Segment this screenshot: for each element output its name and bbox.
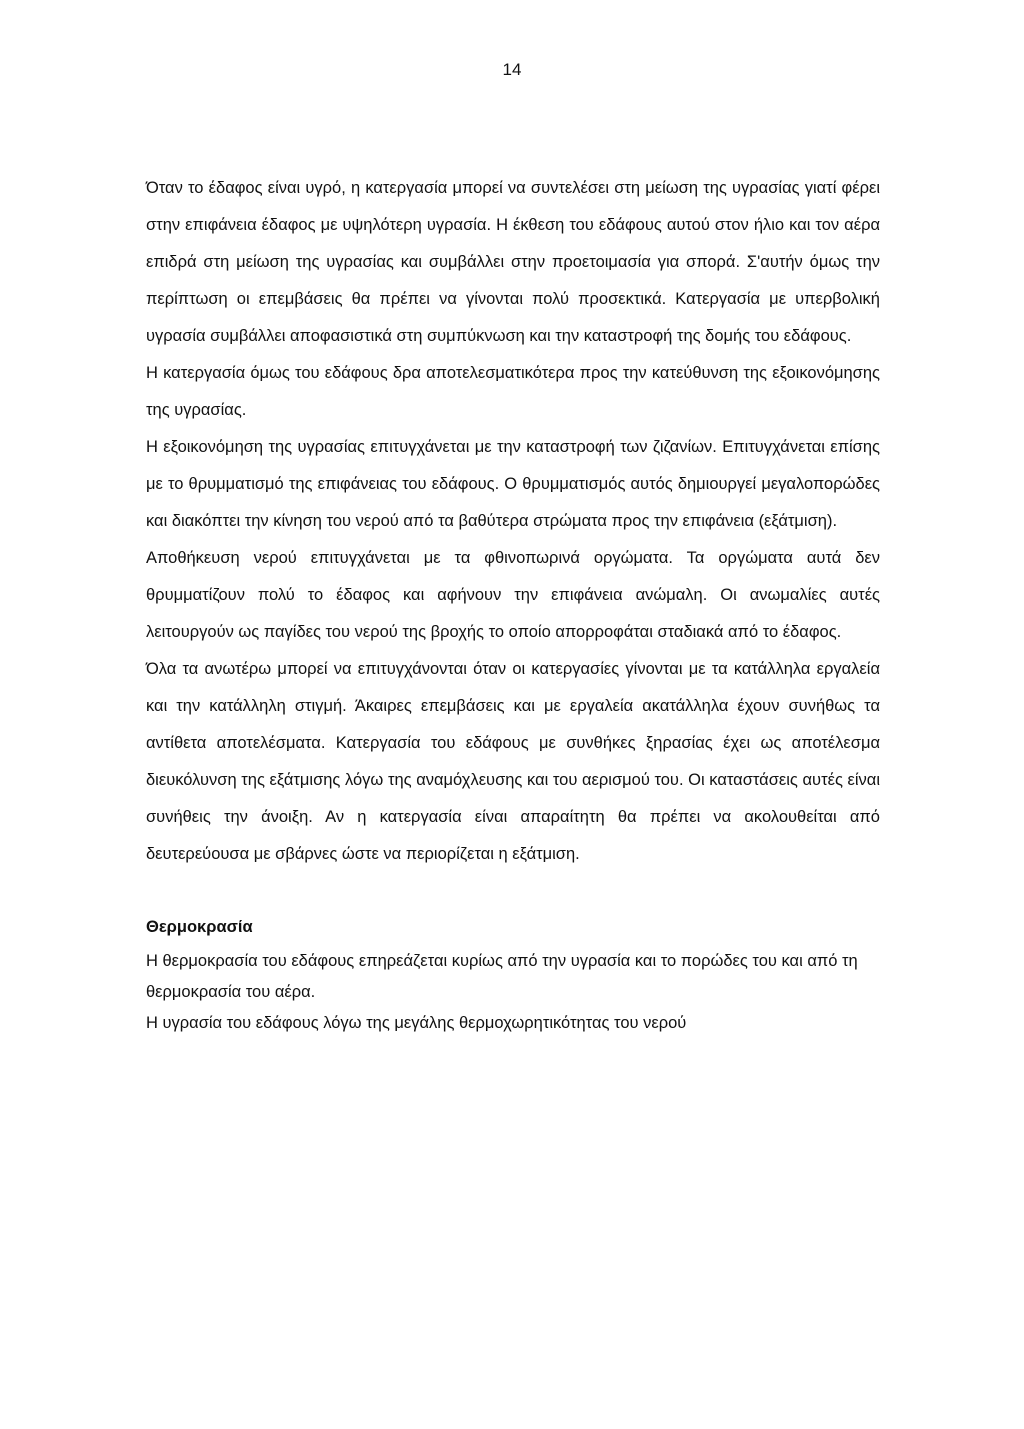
page-body: [146, 170, 880, 1039]
paragraph-soil-moisture-tillage: Όταν το έδαφος είναι υγρό, η κατεργασία μπορεί να συντελέσει στη μείωση της υγρασίας γιατί φέρει στην επιφάνεια έδαφος με υψηλότερη υγρασία. Η έκθεση του εδάφους αυτού στον ήλιο και τον αέρα επιδρά στη μείωση της υγρασίας και συμβάλλει στην προετοιμασία για σπορά. Σ'αυτήν όμως την περίπτωση οι επεμβάσεις θα πρέπει να γίνονται πολύ προσεκτικά. Κατεργασία με υπερβολική υγρασία συμβάλλει αποφασιστικά στη συμπύκνωση και την καταστροφή της δομής του εδάφους.: [146, 179, 880, 345]
paragraph-weed-control: Η εξοικονόμηση της υγρασίας επιτυγχάνεται με την καταστροφή των ζιζανίων. Επιτυγχάνεται επίσης με το θρυμματισμό της επιφάνειας του εδάφους. Ο θρυμματισμός αυτός δημιουργεί μεγαλοπορώδες και διακόπτει την κίνηση του νερού από τα βαθύτερα στρώματα προς την επιφάνεια (εξάτμιση).: [146, 438, 880, 530]
section-heading-temperature: Θερμοκρασία: [146, 918, 253, 936]
paragraph-moisture-saving: Η κατεργασία όμως του εδάφους δρα αποτελεσματικότερα προς την κατεύθυνση της εξοικονόμησης της υγρασίας.: [146, 364, 880, 419]
paragraph-proper-tools: Όλα τα ανωτέρω μπορεί να επιτυγχάνονται όταν οι κατεργασίες γίνονται με τα κατάλληλα εργαλεία και την κατάλληλη στιγμή. Άκαιρες επεμβάσεις και με εργαλεία ακατάλληλα έχουν συνήθως τα αντίθετα αποτελέσματα. Κατεργασία του εδάφους με συνθήκες ξηρασίας έχει ως αποτέλεσμα διευκόλυνση της εξάτμισης λόγω της αναμόχλευσης και του αερισμού του. Οι καταστάσεις αυτές είναι συνήθεις την άνοιξη. Αν η κατεργασία είναι απαραίτητη θα πρέπει να ακολουθείται από δευτερεύουσα με σβάρνες ώστε να περιορίζεται η εξάτμιση.: [146, 660, 880, 863]
paragraph-autumn-ploughing: Αποθήκευση νερού επιτυγχάνεται με τα φθινοπωρινά οργώματα. Τα οργώματα αυτά δεν θρυμματίζουν πολύ το έδαφος και αφήνουν την επιφάνεια ανώμαλη. Οι ανωμαλίες αυτές λειτουργούν ως παγίδες του νερού της βροχής το οποίο απορροφάται σταδιακά από το έδαφος.: [146, 549, 880, 641]
paragraph-temperature-moisture: Η υγρασία του εδάφους λόγω της μεγάλης θερμοχωρητικότητας του νερού: [146, 1014, 687, 1032]
section-spacer: [146, 873, 880, 909]
paragraph-temperature-factors: Η θερμοκρασία του εδάφους επηρεάζεται κυρίως από την υγρασία και το πορώδες του και από τη θερμοκρασία του αέρα.: [146, 952, 858, 1001]
page-number: 14: [502, 60, 522, 79]
